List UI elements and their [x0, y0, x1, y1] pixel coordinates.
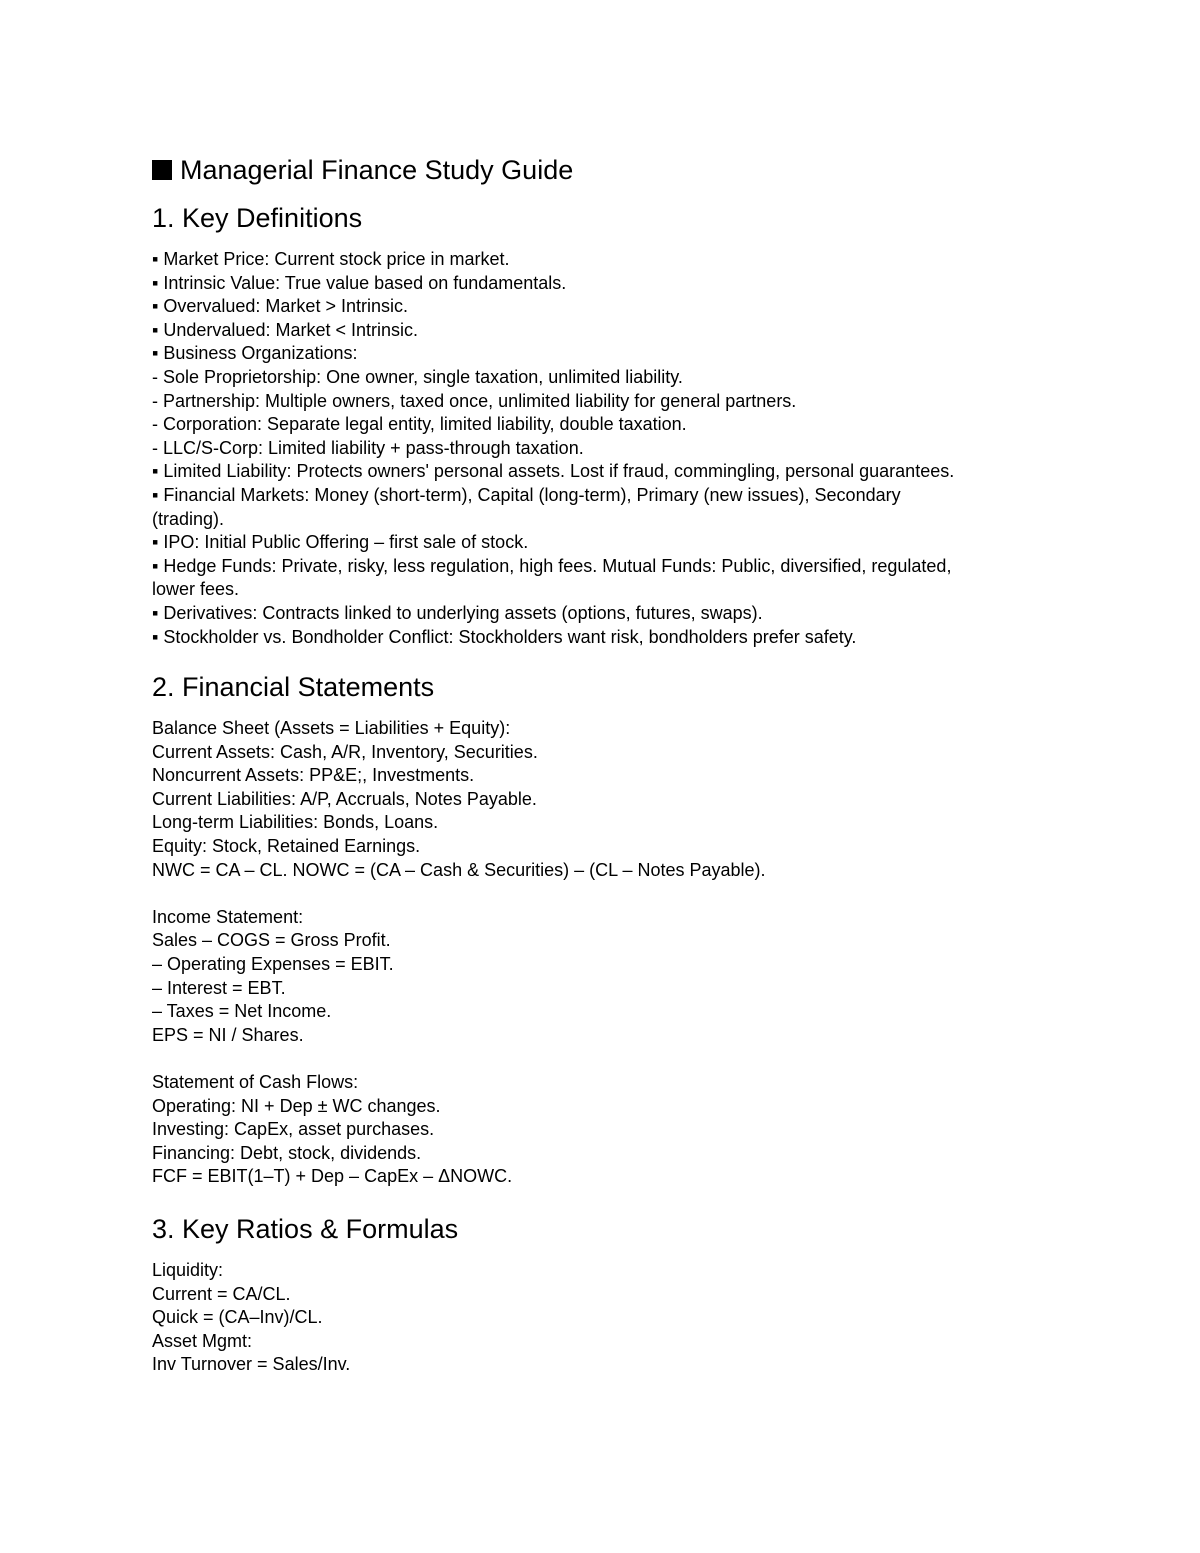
- income-statement-block: [152, 906, 1052, 1048]
- document-title-text: Managerial Finance Study Guide: [180, 155, 574, 185]
- text-line: FCF = EBIT(1–T) + Dep – CapEx – ΔNOWC.: [152, 1166, 513, 1187]
- list-item: ▪ Business Organizations:: [152, 343, 358, 364]
- text-line: Investing: CapEx, asset purchases.: [152, 1119, 435, 1140]
- text-line: – Taxes = Net Income.: [152, 1001, 332, 1022]
- list-item: ▪ Hedge Funds: Private, risky, less regulation, high fees. Mutual Funds: Public, diversified, regulated,: [152, 555, 952, 576]
- text-line: Equity: Stock, Retained Earnings.: [152, 836, 421, 857]
- list-item: - Partnership: Multiple owners, taxed once, unlimited liability for general partners.: [152, 390, 797, 411]
- text-line: Current Liabilities: A/P, Accruals, Notes Payable.: [152, 788, 537, 809]
- section-heading: 3. Key Ratios & Formulas: [152, 1213, 459, 1244]
- text-line: Asset Mgmt:: [152, 1330, 253, 1351]
- text-line: Noncurrent Assets: PP&E;, Investments.: [152, 765, 475, 786]
- document-page: [152, 150, 1052, 1377]
- text-line: Inv Turnover = Sales/Inv.: [152, 1354, 351, 1375]
- text-line: Financing: Debt, stock, dividends.: [152, 1142, 422, 1163]
- blank-line: [152, 882, 1052, 906]
- list-item: lower fees.: [152, 579, 240, 600]
- text-line: Sales – COGS = Gross Profit.: [152, 930, 391, 951]
- section-heading: 2. Financial Statements: [152, 672, 435, 703]
- black-square-icon: [152, 160, 172, 180]
- section-key-ratios: [152, 1209, 1052, 1377]
- cash-flows-block: [152, 1071, 1052, 1189]
- list-item: ▪ Limited Liability: Protects owners' personal assets. Lost if fraud, commingling, personal guarantees.: [152, 461, 955, 482]
- text-line: Long-term Liabilities: Bonds, Loans.: [152, 812, 439, 833]
- list-item: ▪ Stockholder vs. Bondholder Conflict: Stockholders want risk, bondholders prefer safety.: [152, 626, 857, 647]
- text-line: Liquidity:: [152, 1259, 224, 1280]
- text-line: Operating: NI + Dep ± WC changes.: [152, 1095, 441, 1116]
- list-item: ▪ Overvalued: Market > Intrinsic.: [152, 296, 408, 317]
- list-item: ▪ Derivatives: Contracts linked to underlying assets (options, futures, swaps).: [152, 602, 763, 623]
- text-line: – Operating Expenses = EBIT.: [152, 954, 394, 975]
- text-line: Current Assets: Cash, A/R, Inventory, Securities.: [152, 741, 538, 762]
- text-line: Balance Sheet (Assets = Liabilities + Equity):: [152, 718, 511, 739]
- text-line: Statement of Cash Flows:: [152, 1072, 359, 1092]
- text-line: Quick = (CA–Inv)/CL.: [152, 1307, 323, 1328]
- section-financial-statements: [152, 667, 1052, 1189]
- list-item: ▪ Financial Markets: Money (short-term), Capital (long-term), Primary (new issues), Secondary: [152, 484, 901, 505]
- text-line: Income Statement:: [152, 906, 304, 927]
- list-item: - LLC/S-Corp: Limited liability + pass-through taxation.: [152, 437, 584, 458]
- list-item: (trading).: [152, 508, 225, 529]
- definitions-list: [152, 248, 1052, 649]
- list-item: ▪ Intrinsic Value: True value based on fundamentals.: [152, 272, 567, 293]
- text-line: NWC = CA – CL. NOWC = (CA – Cash & Securities) – (CL – Notes Payable).: [152, 859, 766, 880]
- list-item: ▪ Undervalued: Market < Intrinsic.: [152, 319, 418, 340]
- list-item: - Corporation: Separate legal entity, limited liability, double taxation.: [152, 414, 687, 435]
- section-heading: 1. Key Definitions: [152, 203, 363, 233]
- list-item: - Sole Proprietorship: One owner, single taxation, unlimited liability.: [152, 366, 683, 387]
- balance-sheet-block: [152, 717, 1052, 882]
- document-title: [152, 150, 1052, 190]
- text-line: Current = CA/CL.: [152, 1283, 291, 1304]
- text-line: – Interest = EBT.: [152, 977, 286, 998]
- list-item: ▪ Market Price: Current stock price in market.: [152, 249, 510, 269]
- ratios-block: [152, 1259, 1052, 1377]
- section-key-definitions: [152, 198, 1052, 649]
- blank-line: [152, 1047, 1052, 1071]
- list-item: ▪ IPO: Initial Public Offering – first sale of stock.: [152, 532, 529, 553]
- text-line: EPS = NI / Shares.: [152, 1024, 304, 1045]
